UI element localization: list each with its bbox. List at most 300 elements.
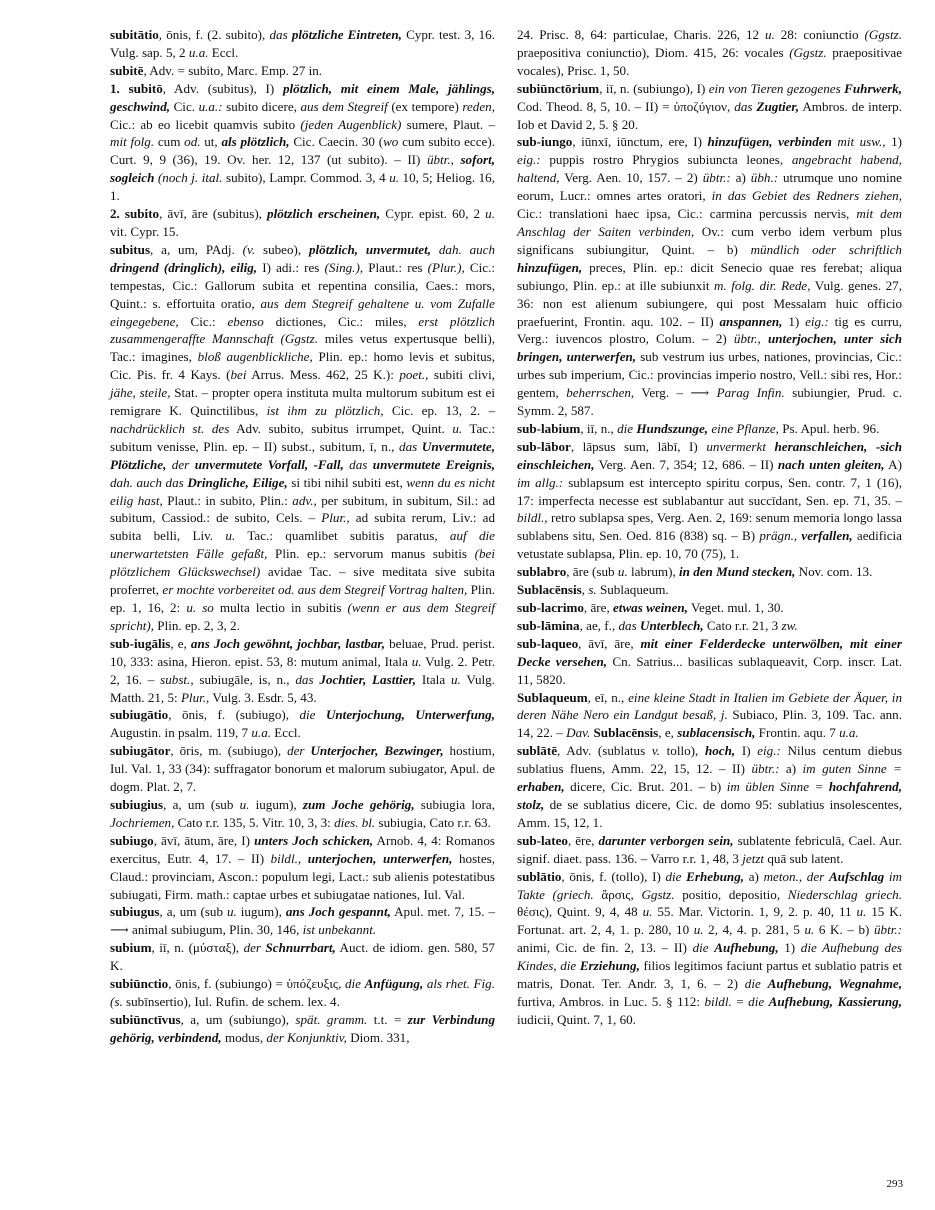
entry-text: hostes, Claud.: provinciam, Ascon.: populum legi, Lact.: sub alienis potestatibus subiugati, Firm. math.: captae urbes et subiugatae nationes, Iul. Val. [110,850,496,902]
entry-text: u.a.: [198,98,223,114]
entry-text: die Aufhebung des Kindes, die [517,940,902,974]
entry-subium [110,939,495,975]
entry-text: sublapsum est intercepto spiritu corpus, Sen. contr. 7, 1 (16), 17: imperfecta necesse est sublabantur aut succīdant, Sen. ep. 71, 35. – [517,474,902,508]
entry-text: ist ihm zu plötzlich, [266,403,384,419]
entry-text: mit einer Felderdecke unterwölben, mit einer Decke versehen, [517,635,902,669]
entry-text: (ex tempore) [387,98,463,114]
entry-text: θέσις), Quint. 9, 4, 48 [517,904,643,920]
entry-text: jähe, steile, [110,385,171,401]
entry-text: Jochtier, Lasttier, [319,671,417,687]
entry-text: , lāpsus sum, lābī, I) [570,438,707,454]
headword: Sublaqueum [517,689,588,705]
entry-text: unvermutete Ereignis, [372,456,495,472]
entry-text: Fuhrwerk, [844,80,902,96]
entry-text: Unterjocher, Bezwinger, [310,743,444,759]
entry-text: eig.: [517,152,541,168]
left-column [110,26,495,1047]
page-number: 293 [886,1178,903,1190]
entry-text: (Plur.), [427,259,465,275]
headword: sub-iugālis [110,635,171,651]
entry-text: ein von Tieren gezogenes [708,80,841,96]
entry-text: Vulg. 3. Esdr. 5, 43. [209,689,317,705]
entry-text: subst., [160,671,194,687]
entry-sublacensis-ref [517,581,902,599]
entry-text: Plötzliche, [110,456,167,472]
entry-text: die [692,940,709,956]
headword: subiūnctīvus [110,1011,181,1027]
entry-text: , āvī, āre, [578,635,641,651]
entry-text: beherrschen, [566,385,635,401]
entry-text: subiungier, Prud. c. Symm. 2, 587. [517,385,902,419]
entry-text: Plin. ep.: homo levis et subitus, Cic. Pis. fr. 4 Kays. ( [110,349,495,383]
entry-text: , Adv. = subito, Marc. Emp. 27 in. [143,62,323,78]
entry-text: labrum), [627,564,679,580]
entry-text: ist unbekannt. [302,922,377,938]
entry-text: de se sublatius dicere, Cic. de domo 95: sublatius insolescentes, Amm. 15, 12, 1. [517,796,902,830]
headword: subitus [110,241,151,257]
entry-subito1 [110,80,495,205]
entry-text: Arnob. 4, 4: Romanos exercitus, Eutr. 4, 17. – II) [110,832,495,866]
entry-text: zw. [781,617,798,633]
entry-text: modus, [221,1029,267,1045]
entry-text: als plötzlich, [221,134,290,150]
entry-text: plötzliche Eintreten, [291,27,402,42]
entry-text: zur Verbindung gehörig, verbindend, [110,1011,496,1045]
entry-text: ebenso [227,313,264,329]
entry-text: als rhet. Fig. (s. [110,976,495,1009]
entry-text: eig.: [805,313,829,329]
entry-text: mit dem Anschlag der Saiten verbinden, [517,206,902,239]
entry-text: Ps. Apul. herb. 96. [778,420,880,436]
entry-text: subiti clivi, [428,367,495,383]
entry-text: hinzufügen, [517,259,583,275]
entry-text: Jochriemen, [110,814,175,830]
entry-text: , [581,582,589,598]
entry-subitatio [110,26,495,62]
entry-text: Anfügung, [364,976,424,992]
entry-text: hochfahrend, stolz, [517,779,902,812]
entry-text: übtr.: [751,761,780,777]
entry-text: unvermutete Vorfall, -Fall, [194,456,344,472]
entry-text: mit folg. [110,134,155,150]
entry-text: bildl., [517,510,548,526]
entry-text: Nilus centum diebus sublatius fluens, Amm. 22, 15, 12. – II) [517,743,902,777]
entry-text: 1) [885,134,902,150]
entry-text: , ae, f., [579,617,619,633]
entry-text: subito dicere, [222,98,301,114]
entry-text: (bei plötzlichem Glückswechsel) [110,546,495,580]
headword: sub-lacrimo [517,600,584,615]
entry-text: utrumque uno nomine eorum, Lucr.: omnes artes oratori, [517,170,902,204]
entry-text: , a, um (sub [163,796,240,812]
entry-text: u. [693,922,704,938]
entry-text: im allg.: [517,474,564,490]
entry-text: beluae, Prud. perist. 10, 333: asina, Hieron. epist. 53, 8: mutum animal, Itala [110,635,496,669]
entry-text: poet., [399,367,429,383]
entry-text: Aufhebung, [714,940,779,956]
entry-text: mit usw., [837,134,886,150]
entry-text: wo [383,134,399,150]
entry-text: mündlich oder schriftlich [750,241,902,257]
entry-text: sublacensisch, [677,725,756,741]
entry-text: Plur., [321,510,350,526]
entry-text: u. [411,653,422,669]
entry-text: u. [225,528,236,544]
entry-text: Aufhebung, Wegnahme, [767,976,902,992]
entry-subiugius [110,796,495,832]
entry-text: multa lectio in subitis [213,600,348,615]
entry-text: Cic.: [178,313,228,329]
headword: 2. subito [110,206,160,222]
entry-text: u. [764,27,775,42]
entry-text: Tac.: subitum venisse, Plin. ep. – II) subst., subitum, ī, n., [110,420,496,454]
entry-text: Aufhebung, Kassierung, [768,993,902,1009]
entry-text: bei [230,367,247,383]
entry-text: Dav. [566,725,591,741]
entry-text: im üblen Sinne = [726,779,824,795]
entry-sublatio [517,868,902,1029]
entry-text: Schnurrbart, [265,940,336,956]
entry-text: plötzlich, mit einem Male, jählings, geschwind, [110,80,495,114]
entry-text: tollo), [659,743,705,759]
headword: subiugātor [110,743,171,759]
entry-text: subeo), [255,241,309,257]
entry-sublabor [517,438,902,563]
entry-text: Cypr. test. 3, 16. Vulg. sap. 5, 2 [110,27,495,60]
entry-text: Veget. mul. 1, 30. [687,600,784,615]
entry-text: prägn., [759,528,798,544]
entry-text: u. [389,170,400,186]
entry-text: m. folg. dir. Rede, [714,277,811,293]
entry-text: Vulg. genes. 27, 36: non est alienum subiungere, qui post Messalam huic officio praefuerint, Frontin. aqu. 102. – II) [517,277,902,329]
entry-sublabium [517,420,902,438]
entry-text: heranschleichen, -sich einschleichen, [517,438,903,472]
entry-text: dicere, Cic. Brut. 201. – b) [564,779,727,795]
entry-text: filios legitimos faciunt partus et sublatio patris et matris, Donat. Ter. Andr. 3, 1, 6. – 2) [517,958,902,992]
entry-text: dah. auch das [110,474,184,490]
entry-text: (Ggstz. [864,27,902,42]
entry-text: Zugtier, [756,98,800,114]
entry-text: Itala [416,671,451,687]
entry-text: , ōnis, f. (subiungo) = ὑπόζευξις, [168,976,345,992]
headword: sublātē [517,743,558,759]
entry-text: Cypr. epist. 60, 2 [380,206,486,222]
entry-text: subiugia, Cato r.r. 63. [375,814,491,830]
entry-text: Cic.: translationi haec ipsa, Cic.: carmina percussis nervis, [517,206,857,222]
entry-text: bildl. [704,993,732,1009]
entry-text: tig es curru, Verg.: iuvencos plostro, Colum. – 2) [517,313,902,347]
entry-text: u. [450,671,461,687]
entry-text: die [617,420,634,436]
entry-text: , Adv. (subitus), I) [162,80,283,96]
entry-text: I) adi.: res [257,259,325,275]
entry-text: v. [651,743,660,759]
entry-text: der Konjunktiv, [266,1029,347,1045]
entry-text: wenn du es nicht eilig hast, [110,474,495,508]
entry-text: Parag Infin. [716,385,785,401]
entry-text: sub vestrum ius urbes, nationes, provincias, Cic.: urbes sub imperium, Cic.: provincias imperio nostro, Vell.: sibi res, Hor.: gentem, [517,349,902,401]
entry-text: aus dem Stegreif [300,98,388,114]
entry-text: auf die unerwartetsten Fälle gefaßt, [110,528,495,562]
entry-text: Subiaco, Plin. 3, 109. Tac. ann. 14, 22. – [517,707,902,741]
entry-text: u.a. [251,725,272,741]
entry-text: Ambros. de interp. Iob et David 2, 5. § 20. [517,98,902,132]
headword: 1. subitō [110,80,163,96]
entry-subiunctorium [517,80,902,134]
entry-text: si tibi nihil subiti est, [287,474,407,490]
entry-text: in das Gebiet des Redners ziehen, [711,188,902,204]
entry-text: u.a. [188,44,209,60]
entry-text: furtiva, Ambros. in Luc. 5. § 112: [517,993,705,1009]
entry-text: Cn. Satrius... basilicas sublaqueavit, Corp. inscr. Lat. 11, 5820. [517,653,902,687]
entry-text: Nov. com. 13. [795,564,873,580]
entry-text: u. [452,420,463,436]
entry-text: (v. [242,241,256,257]
entry-text: das [349,456,368,472]
headword: Sublacēnsis [517,582,582,598]
entry-text: erst plötzlich zusammengeraffte Mannschaft (Ggstz. [110,313,495,347]
entry-text: retro sublapsa spes, Verg. Aen. 2, 169: senum memoria longo lassa sublabens situ, Sen. Oed. 816 (838) sq. – B) [517,510,902,544]
entry-text: aus dem Stegreif gehaltene u. vom Zufalle eingegebene, [110,295,495,329]
entry-text: 24. Prisc. 8, 64: particulae, Charis. 226, 12 [517,27,765,42]
entry-text: a) [744,868,764,884]
entry-text: = [731,993,749,1009]
headword: subitātio [110,27,159,42]
entry-sublaqueum [517,689,902,743]
entry-text: Dringliche, Eilige, [187,474,288,490]
entry-text: reden, [462,98,495,114]
entry-text: , ōnis, f. (tollo), I) [561,868,666,884]
entry-text: 15 K. Fortunat. art. 2, 4, 1. p. 280, 10 [517,904,903,938]
headword: subium [110,940,152,956]
entry-text: Stat. – propter opera instituta multa multorum subitum est ei remigrare K. Quinctilibus, [110,385,495,419]
entry-text: , āvī, ātum, āre, I) [153,832,255,848]
entry-sublateo [517,832,902,868]
entry-text: s. [588,582,597,598]
entry-sublabro [517,563,902,581]
entry-text: übtr.: [702,170,731,186]
entry-text: übtr.: [873,922,902,938]
entry-text: Plaut.: res [363,259,428,275]
entry-text: puppis rostro Phrygios subiuncta leones, [540,152,792,168]
entry-text: I) [735,743,758,759]
entry-text: , iūnxī, iūnctum, ere, I) [572,134,708,150]
entry-subiugatio [110,706,495,742]
entry-text: zum Joche gehörig, [302,796,415,812]
headword: sublabro [517,564,567,580]
entry-text: Tac.: quamlibet subitis paratus, [235,528,450,544]
entry-text: 1) [778,940,801,956]
entry-text: quā sub latent. [764,850,844,866]
entry-subiugalis [110,635,495,707]
entry-subiunctivus-cont [517,26,902,80]
entry-text: eine kleine Stadt in Italien im Gebiete der Äquer, in deren Nähe Nero ein Landgut besaß, j. [517,689,902,723]
entry-text: erhaben, [517,779,565,795]
entry-text: (noch j. ital. [157,170,223,186]
entry-text: nach unten gleiten, [777,456,885,472]
entry-subiunctio [110,975,495,1011]
entry-text: sumere, Plaut. – [401,116,495,132]
entry-text: sublatente febriculā, Cael. Aur. signif. diaet. pass. 136. – Varro r.r. 1, 48, 3 [517,832,903,866]
entry-text: , a, um (sub [159,904,227,920]
entry-subiugus [110,903,495,939]
entry-text: übtr., [426,152,454,168]
headword: subitē [110,62,144,78]
entry-text: ad subita rerum, Liv.: ad subita belli, Liv. [110,510,495,544]
entry-text: Cic. [170,98,199,114]
entry-text: (jeden Augenblick) [300,116,402,132]
entry-text: verfallen, [801,528,853,544]
headword: subiugius [110,796,164,812]
entry-text: der [287,743,305,759]
entry-text: dah. auch [438,241,496,257]
entry-text: avidae Tac. – sive meditata sive subita proferret, [110,564,495,598]
entry-text: das [618,617,637,633]
entry-text: Aufschlag [828,868,885,884]
entry-sublaqueo [517,635,902,689]
entry-text [315,707,325,722]
entry-text: bildl., [270,850,302,866]
entry-text: nachdrücklich st. des [110,420,230,436]
entry-text: 1) [782,313,806,329]
entry-text: eine Pflanze, [711,420,779,436]
entry-text: die [665,868,682,884]
entry-text: animi, Cic. de fin. 2, 13. – II) [517,940,693,956]
entry-text: , iī, n. (μύσταξ), [151,940,244,956]
entry-text: die [748,993,765,1009]
headword: sub-iungo [517,134,573,150]
entry-text: u. [617,564,628,580]
entry-text: dictiones, Cic.: miles, [263,313,419,329]
entry-text [431,242,439,257]
entry-text: Unterjochung, Unterwerfung, [325,707,495,723]
entry-text: im Takte (griech. [517,868,903,902]
entry-text: , eī, n., [587,689,629,705]
entry-text: u.a. [839,725,859,741]
entry-text: aedificia vetustate sublapsa, Plin. ep. 10, 70 (75), 1. [517,528,902,562]
entry-text: 55. Mar. Victorin. 1, 9, 2. p. 40, 11 [652,904,857,920]
entry-text: miles vetus expertusque belli), Tac.: imagines, [110,331,495,365]
entry-text: Frontin. aqu. 7 [755,725,840,741]
entry-text: unterjochen, unterwerfen, [307,850,453,866]
entry-text: subito), Lampr. Commod. 3, 4 [222,170,390,186]
entry-text: dringend (dringlich), eilig, [110,259,258,275]
entry-sublamina [517,617,902,635]
entry-text: u. [856,904,867,920]
headword: subiugātio [110,707,169,723]
entry-text: praepositiva coniunctio), Diom. 415, 26: vocales [517,44,790,60]
entry-text: die [299,707,316,723]
entry-text: u. [485,206,495,222]
entry-text: , ōnis, f. (subiugo), [168,707,300,723]
entry-text: die [744,976,761,992]
entry-text: spät. gramm. [295,1011,368,1027]
entry-text [766,439,775,454]
entry-text: Cic.: ab eo licebit quamvis subito [110,116,301,132]
entry-text: , iī, n. (subiungo), I) [599,80,709,96]
entry-text: hostium, Iul. Val. 1, 33 (34): suffragator bonorum et malorum subiugator, Apul. de dogm. Plat. 2, 7. [110,743,496,795]
entry-text: cum [154,134,185,150]
entry-text: praepositivae vocales), Prisc. 1, 50. [517,44,903,78]
entry-text: , āvī, āre (subitus), [159,206,268,222]
entry-text: , āre (sub [566,564,618,580]
headword: subiugus [110,904,160,920]
entry-text: Ov.: cum verbo idem verbum plus significans subiungitur, Quint. – b) [517,223,902,257]
entry-text: Auct. de idiom. gen. 580, 57 K. [110,940,495,974]
entry-text: u. so [186,600,214,615]
entry-subite [110,62,495,80]
entry-text: Unterblech, [639,617,704,633]
entry-text: meton., der [763,868,825,884]
entry-text: , e, [658,725,678,741]
entry-sublate [517,742,902,832]
entry-text: plötzlich, unvermutet, [308,241,432,257]
entry-text: ut, [200,134,222,150]
entry-text: Niederschlag griech. [787,886,903,902]
entry-text: anspannen, [719,313,783,329]
entry-text: im guten Sinne = [802,761,902,777]
entry-text: Cic. ep. 13, 2. – [383,403,495,419]
entry-text: (Ggstz. [789,44,827,60]
entry-text: Augustin. in psalm. 119, 7 [110,725,252,741]
entry-subitus [110,241,495,635]
entry-text: u. [226,904,237,920]
entry-text: der [243,940,262,956]
entry-text: A) [884,456,902,472]
entry-text: Cato r.r. 21, 3 [703,617,782,633]
headword: Sublacēnsis [593,725,659,741]
headword: subiūnctōrium [517,80,600,96]
entry-text: jetzt [742,850,765,866]
headword: sub-laqueo [517,635,579,651]
entry-text: 6 K. – b) [814,922,874,938]
entry-text: hoch, [704,743,736,759]
entry-text: etwas weinen, [613,600,688,615]
entry-text: dies. bl. [334,814,376,830]
entry-subiugo [110,832,495,904]
entry-text: Plin. ep. 2, 3, 2. [154,617,240,633]
entry-text: u. [804,922,815,938]
entry-text: darunter verborgen sein, [598,832,734,848]
entry-text: ans Joch gewöhnt, jochbar, lastbar, [190,635,386,651]
entry-subiungo [517,133,902,420]
entry-text: Vulg. 2. Petr. 2, 16. – [110,653,495,687]
entry-text: bloß augenblickliche, [197,349,313,365]
entry-text: angebracht habend, haltend, [517,152,902,186]
entry-text: Diom. 331, [346,1029,410,1045]
entry-text: iudicii, Quint. 7, 1, 60. [517,1011,636,1027]
entry-text: od. [184,134,201,150]
entry-text: das [399,438,418,454]
entry-text: u. [642,904,653,920]
entry-text: unters Joch schicken, [254,832,374,848]
entry-text: Verg. – ⟶ [634,385,717,401]
entry-text: Hundszunge, [636,420,709,436]
entry-text: Plin. ep. 1, 16, 2: [110,582,496,615]
entry-text: Verg. Aen. 7, 354; 12, 686. – II) [594,456,778,472]
entry-text: Cod. Theod. 8, 5, 10. – II) = ὑποζύγιον, [517,98,735,114]
entry-text: iugum), [236,904,286,920]
entry-text: 10, 5; Heliog. 16, 1. [110,170,495,204]
entry-text: plötzlich erscheinen, [267,206,381,222]
entry-text: subiugāle, is, n., [193,671,296,687]
entry-text: das [295,671,314,687]
entry-text: Erhebung, [686,868,745,884]
entry-text: , ōris, m. (subiugo), [170,743,288,759]
entry-text: übtr., [733,331,761,347]
entry-text: das [269,27,292,42]
entry-text: , e, [170,635,191,651]
